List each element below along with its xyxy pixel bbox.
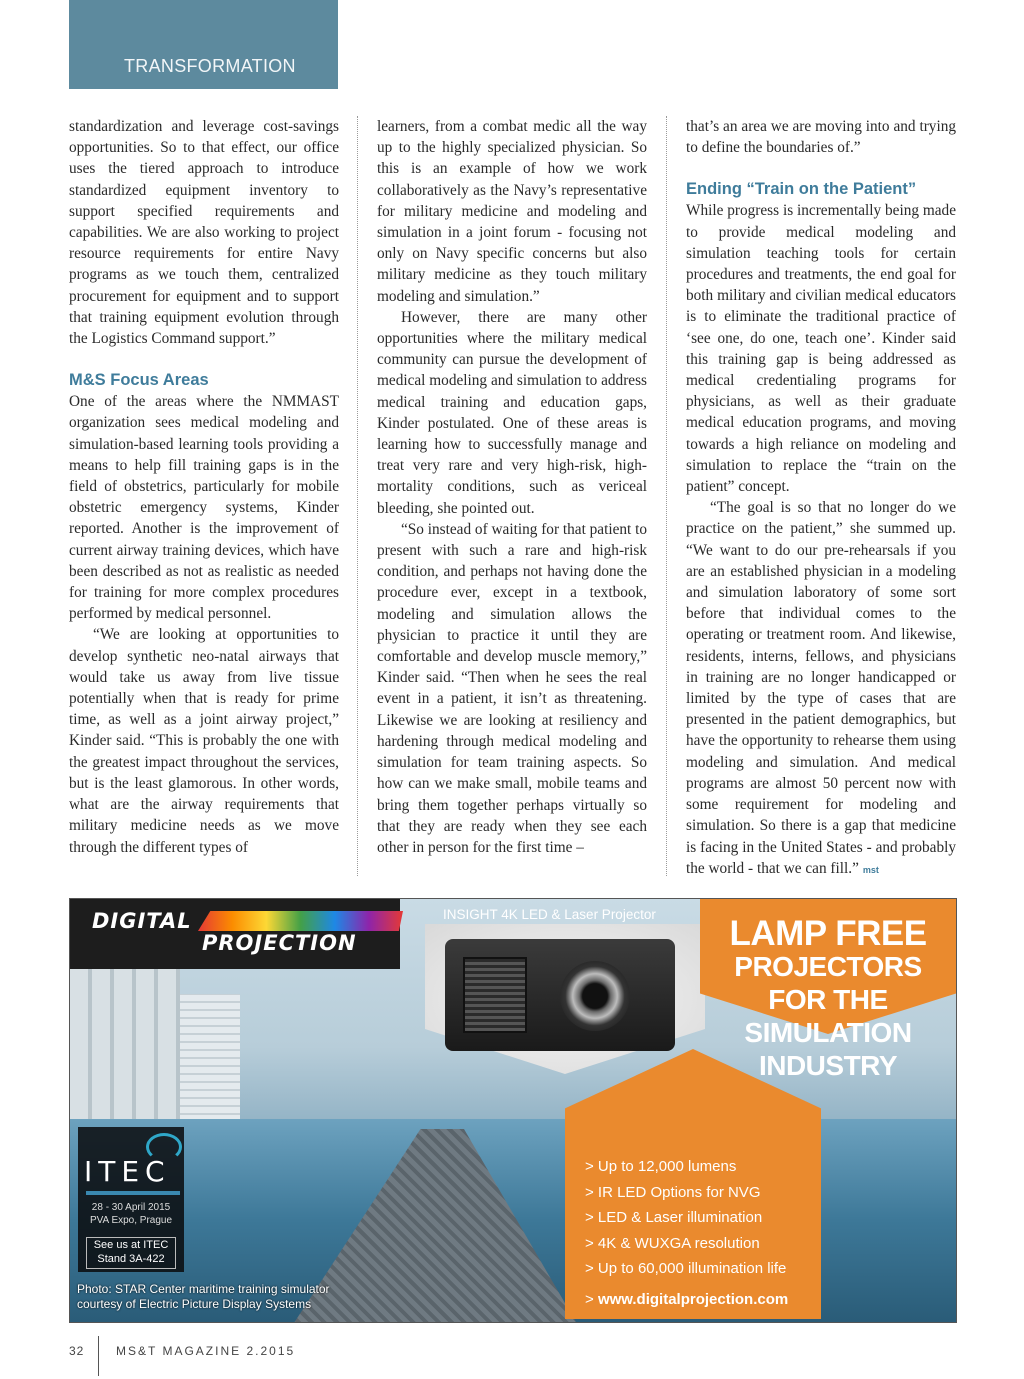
website-link[interactable]	[585, 1291, 788, 1308]
paragraph: that’s an area we are moving into and trying to define the boundaries of.”	[686, 118, 956, 157]
paragraph-text: “The goal is so that no longer do we practice on the patient,” she summed up. “We want to do our pre-rehearsals if you are an established physician in a modeling and simulation laboratory of some sort before that individual comes to the operating or treatment room. And likewise, residents, interns, fellows, and physicians in training are no longer handicapped or limited by the type of cases that are presented in the patient demographics, but have the opportunity to rehearse them using modeling and simulation. And medical programs are almost 50 percent now with some requirement for modeling and simulation. So there is a gap that medicine is facing in the United States - and probably the world - that we can fill.”	[686, 499, 956, 877]
brand-line-2: PROJECTION	[202, 931, 357, 955]
city-skyline	[180, 994, 240, 1129]
link-prefix: >	[585, 1291, 598, 1308]
lens-icon	[560, 961, 630, 1031]
section-label: TRANSFORMATION	[124, 56, 296, 76]
itec-badge	[78, 1127, 184, 1272]
headline-line: PROJECTORS	[734, 951, 922, 982]
brand-line-1: DIGITAL	[92, 909, 192, 933]
paragraph: standardization and leverage cost-savings opportunities. So to that effect, our office uses the tiered approach to introduce standardized equipment inventory to support specified requirements and capabilities. We are also working to project resource requirements for entire Navy programs as we touch them, centralized procurement for equipment and to support that training equipment evolution through the Logistics Command support.”	[69, 118, 339, 348]
brand-logo	[70, 899, 400, 969]
article-column-3	[686, 116, 956, 876]
feature-item: > IR LED Options for NVG	[585, 1183, 761, 1201]
footer-divider	[98, 1336, 99, 1376]
paragraph: “So instead of waiting for that patient to present with such a rare and high-risk condition, and perhaps not having done the procedure ever, except in a textbook, modeling and simulation allows the physician to practice it until they are comfortable and develop muscle memory,” Kinder said. “Then when he sees the real event in a patient, it isn’t as threatening. Likewise we are looking at resiliency and hardening through medical modeling and simulation for team training aspects. So how can we make small, mobile teams and bring them together perhaps virtually so that they are ready when they see each other in person for the first time –	[377, 520, 647, 856]
itec-logo: ITEC	[84, 1155, 171, 1188]
photo-caption	[77, 1282, 330, 1312]
subheading: Ending “Train on the Patient”	[686, 180, 917, 199]
caption-line: courtesy of Electric Picture Display Systems	[77, 1297, 312, 1311]
product-title: INSIGHT 4K LED & Laser Projector	[443, 907, 656, 922]
caption-line: Photo: STAR Center maritime training simulator	[77, 1282, 330, 1296]
rainbow-stripe	[198, 911, 403, 931]
stand-line: See us at ITEC	[93, 1239, 169, 1251]
article-column-2	[377, 116, 647, 876]
headline	[700, 914, 956, 1082]
section-tab	[69, 0, 338, 89]
paragraph	[686, 497, 956, 881]
headline-line: FOR THE	[768, 984, 888, 1015]
feature-item: > 4K & WUXGA resolution	[585, 1234, 760, 1252]
paragraph: One of the areas where the NMMAST organization sees medical modeling and simulation-based learning tools providing a means to help fill training gaps is in the field of obstetrics, particularly for mobile obstetric emergency systems, Kinder reported. Another is the improvement of current airway training devices, which have been described as not as realistic as needed for training for more complex procedures performed by medical personnel.	[69, 393, 339, 623]
event-dates: 28 - 30 April 2015	[91, 1202, 171, 1213]
feature-item: > Up to 12,000 lumens	[585, 1158, 737, 1175]
magazine-issue: MS&T MAGAZINE 2.2015	[116, 1344, 296, 1358]
column-divider	[666, 116, 667, 876]
event-info	[78, 1201, 184, 1227]
link-text[interactable]: www.digitalprojection.com	[597, 1291, 789, 1308]
advertisement[interactable]	[69, 898, 957, 1323]
feature-item: > LED & Laser illumination	[585, 1209, 763, 1226]
itec-tagline-bar	[86, 1191, 180, 1195]
paragraph: While progress is incrementally being made to provide medical modeling and simulation teaching tools for certain procedures and treatments, the end goal for both military and civilian medical educators is to eliminate the traditional practice of ‘see one, do one, teach one’. Kinder said this training gap is being addressed as medical credentialing programs for physicians, as well as their graduate medical education programs, and moving towards a high reliance on modeling and simulation to replace the “train on the patient” concept.	[686, 202, 956, 496]
headline-line: SIMULATION	[744, 1017, 912, 1048]
stand-line: Stand 3A-422	[97, 1253, 165, 1265]
subheading: M&S Focus Areas	[69, 371, 209, 390]
page-number: 32	[69, 1344, 85, 1358]
headline-line: INDUSTRY	[758, 1050, 898, 1081]
stand-box	[86, 1237, 176, 1269]
end-mark: mst	[862, 864, 879, 875]
article-column-1	[69, 116, 339, 876]
vent-icon	[463, 957, 527, 1033]
paragraph: learners, from a combat medic all the way up to the highly specialized physician. So this is an example of how we work collaboratively as the Navy’s representative for military medicine and modeling and simulation in a joint forum - focusing not only on Navy specific concerns but also military medicine as they touch military modeling and simulation.”	[377, 118, 647, 305]
feature-item: > Up to 60,000 illumination life	[585, 1260, 787, 1277]
headline-line: LAMP FREE	[729, 914, 927, 953]
feature-list	[585, 1154, 786, 1282]
projector-image	[445, 939, 675, 1051]
column-divider	[357, 116, 358, 876]
paragraph: “We are looking at opportunities to develop synthetic neo-natal airways that would take us away from live tissue potentially when that is ready for prime time, as well as a joint airway project,” Kinder said. “This is probably the one with the greatest impact throughout the services, but is the least glamorous. In other words, what are the airway requirements that military medicine needs as we move through the different types of	[69, 626, 339, 856]
event-venue: PVA Expo, Prague	[89, 1215, 173, 1226]
paragraph: However, there are many other opportunities where the military medical community can pursue the development of medical modeling and simulation to address medical training and education gaps, Kinder postulated. One of these areas is learning how to successfully manage and treat very rare and very high-risk, high-mortality conditions, such as vericeal bleeding, she pointed out.	[377, 308, 647, 517]
